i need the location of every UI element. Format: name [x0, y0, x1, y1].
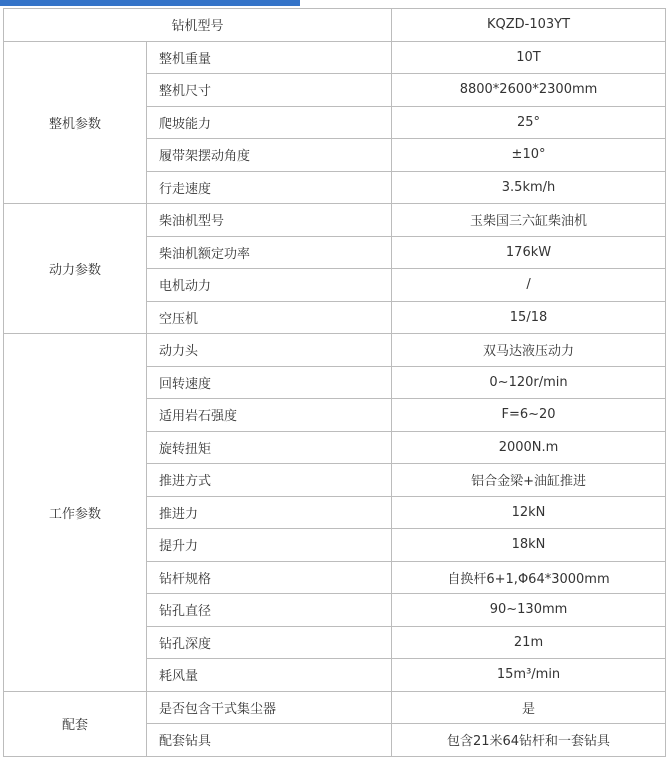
table-row [4, 334, 666, 367]
param-value: 双马达液压动力 [392, 334, 666, 367]
model-value: KQZD-103YT [392, 9, 666, 42]
table-header-row [4, 9, 666, 42]
param-value: 2000N.m [392, 431, 666, 464]
param-value: 18kN [392, 529, 666, 562]
param-value: ±10° [392, 139, 666, 172]
param-name: 钻孔直径 [147, 594, 392, 627]
param-name: 推进力 [147, 496, 392, 529]
spec-table [3, 8, 666, 757]
param-value: / [392, 269, 666, 302]
param-value: 8800*2600*2300mm [392, 74, 666, 107]
param-value: 15/18 [392, 301, 666, 334]
param-name: 柴油机型号 [147, 204, 392, 237]
param-value: 10T [392, 41, 666, 74]
param-value: 90~130mm [392, 594, 666, 627]
param-name: 空压机 [147, 301, 392, 334]
param-name: 行走速度 [147, 171, 392, 204]
param-value: 包含21米64钻杆和一套钻具 [392, 724, 666, 757]
param-name: 柴油机额定功率 [147, 236, 392, 269]
param-name: 回转速度 [147, 366, 392, 399]
param-value: 176kW [392, 236, 666, 269]
param-name: 整机尺寸 [147, 74, 392, 107]
param-name: 动力头 [147, 334, 392, 367]
param-name: 是否包含干式集尘器 [147, 691, 392, 724]
param-value: 25° [392, 106, 666, 139]
param-name: 适用岩石强度 [147, 399, 392, 432]
param-value: 是 [392, 691, 666, 724]
param-name: 整机重量 [147, 41, 392, 74]
param-value: 12kN [392, 496, 666, 529]
param-name: 推进方式 [147, 464, 392, 497]
param-value: 3.5km/h [392, 171, 666, 204]
param-name: 耗风量 [147, 659, 392, 692]
category-cell: 工作参数 [4, 334, 147, 692]
param-value: F=6~20 [392, 399, 666, 432]
param-name: 钻孔深度 [147, 626, 392, 659]
table-row [4, 204, 666, 237]
table-row [4, 691, 666, 724]
param-name: 钻杆规格 [147, 561, 392, 594]
category-cell: 整机参数 [4, 41, 147, 204]
table-row [4, 41, 666, 74]
param-value: 自换杆6+1,Φ64*3000mm [392, 561, 666, 594]
param-value: 15m³/min [392, 659, 666, 692]
param-value: 21m [392, 626, 666, 659]
category-cell: 动力参数 [4, 204, 147, 334]
param-value: 0~120r/min [392, 366, 666, 399]
category-cell: 配套 [4, 691, 147, 756]
param-name: 履带架摆动角度 [147, 139, 392, 172]
param-value: 玉柴国三六缸柴油机 [392, 204, 666, 237]
param-name: 电机动力 [147, 269, 392, 302]
param-name: 提升力 [147, 529, 392, 562]
model-label: 钻机型号 [4, 9, 392, 42]
param-name: 配套钻具 [147, 724, 392, 757]
param-name: 爬坡能力 [147, 106, 392, 139]
param-value: 铝合金梁+油缸推进 [392, 464, 666, 497]
top-accent-bar [0, 0, 300, 6]
param-name: 旋转扭矩 [147, 431, 392, 464]
